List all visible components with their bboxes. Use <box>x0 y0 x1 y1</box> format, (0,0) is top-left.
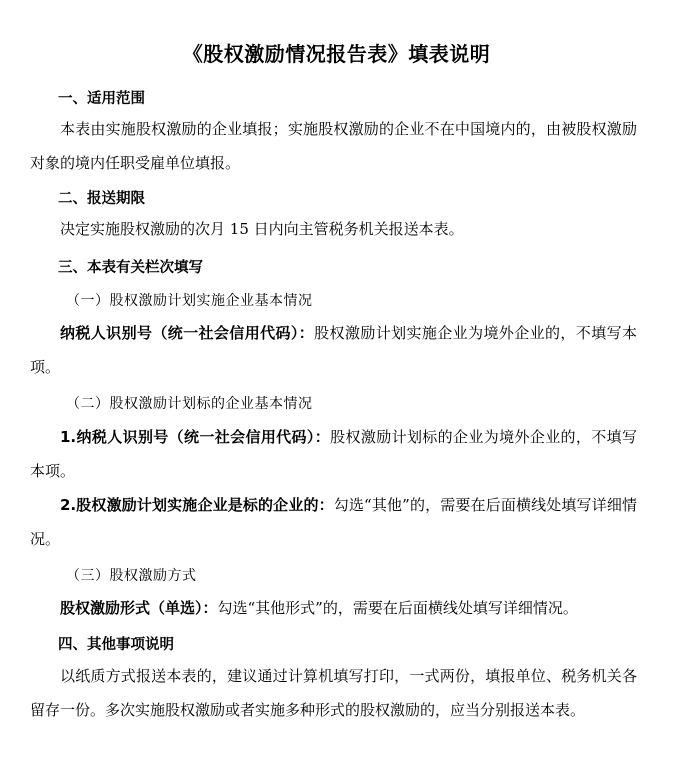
field-note-taxpayer-id-implementing <box>30 316 637 384</box>
field-label: 纳税人识别号（统一社会信用代码）： <box>60 324 315 342</box>
section-heading-fields: 三、本表有关栏次填写 <box>58 260 203 276</box>
field-text: 勾选“其他”的，需要在后面横线处填写详细情况。 <box>30 496 637 548</box>
field-note-implementing-is-target <box>30 488 637 556</box>
field-text: 股权激励计划标的企业为境外企业的，不填写本项。 <box>30 428 637 480</box>
subsection-heading-target-enterprise: （二）股权激励计划标的企业基本情况 <box>66 396 313 412</box>
field-text: 勾选“其他形式”的，需要在后面横线处填写详细情况。 <box>217 599 578 617</box>
field-text: 股权激励计划实施企业为境外企业的，不填写本项。 <box>30 324 637 376</box>
section-heading-other-matters: 四、其他事项说明 <box>58 637 174 653</box>
field-note-incentive-form <box>30 591 637 625</box>
section-heading-scope: 一、适用范围 <box>58 91 145 107</box>
subsection-heading-implementing-enterprise: （一）股权激励计划实施企业基本情况 <box>66 293 313 309</box>
section-body-deadline: 决定实施股权激励的次月 15 日内向主管税务机关报送本表。 <box>60 220 464 238</box>
field-note-taxpayer-id-target <box>30 420 637 488</box>
document-title: 《股权激励情况报告表》填表说明 <box>182 42 491 66</box>
field-label: 2.股权激励计划实施企业是标的企业的： <box>60 496 334 514</box>
section-body-other-matters: 以纸质方式报送本表的，建议通过计算机填写打印，一式两份，填报单位、税务机关各留存一份。多次实施股权激励或者实施多种形式的股权激励的，应当分别报送本表。 <box>30 667 637 719</box>
section-body-scope: 本表由实施股权激励的企业填报；实施股权激励的企业不在中国境内的，由被股权激励对象的境内任职受雇单位填报。 <box>30 120 637 172</box>
subsection-heading-incentive-method: （三）股权激励方式 <box>66 568 197 584</box>
field-label: 股权激励形式（单选）： <box>60 599 218 617</box>
section-heading-deadline: 二、报送期限 <box>58 191 145 207</box>
field-label: 1.纳税人识别号（统一社会信用代码）： <box>60 428 331 446</box>
